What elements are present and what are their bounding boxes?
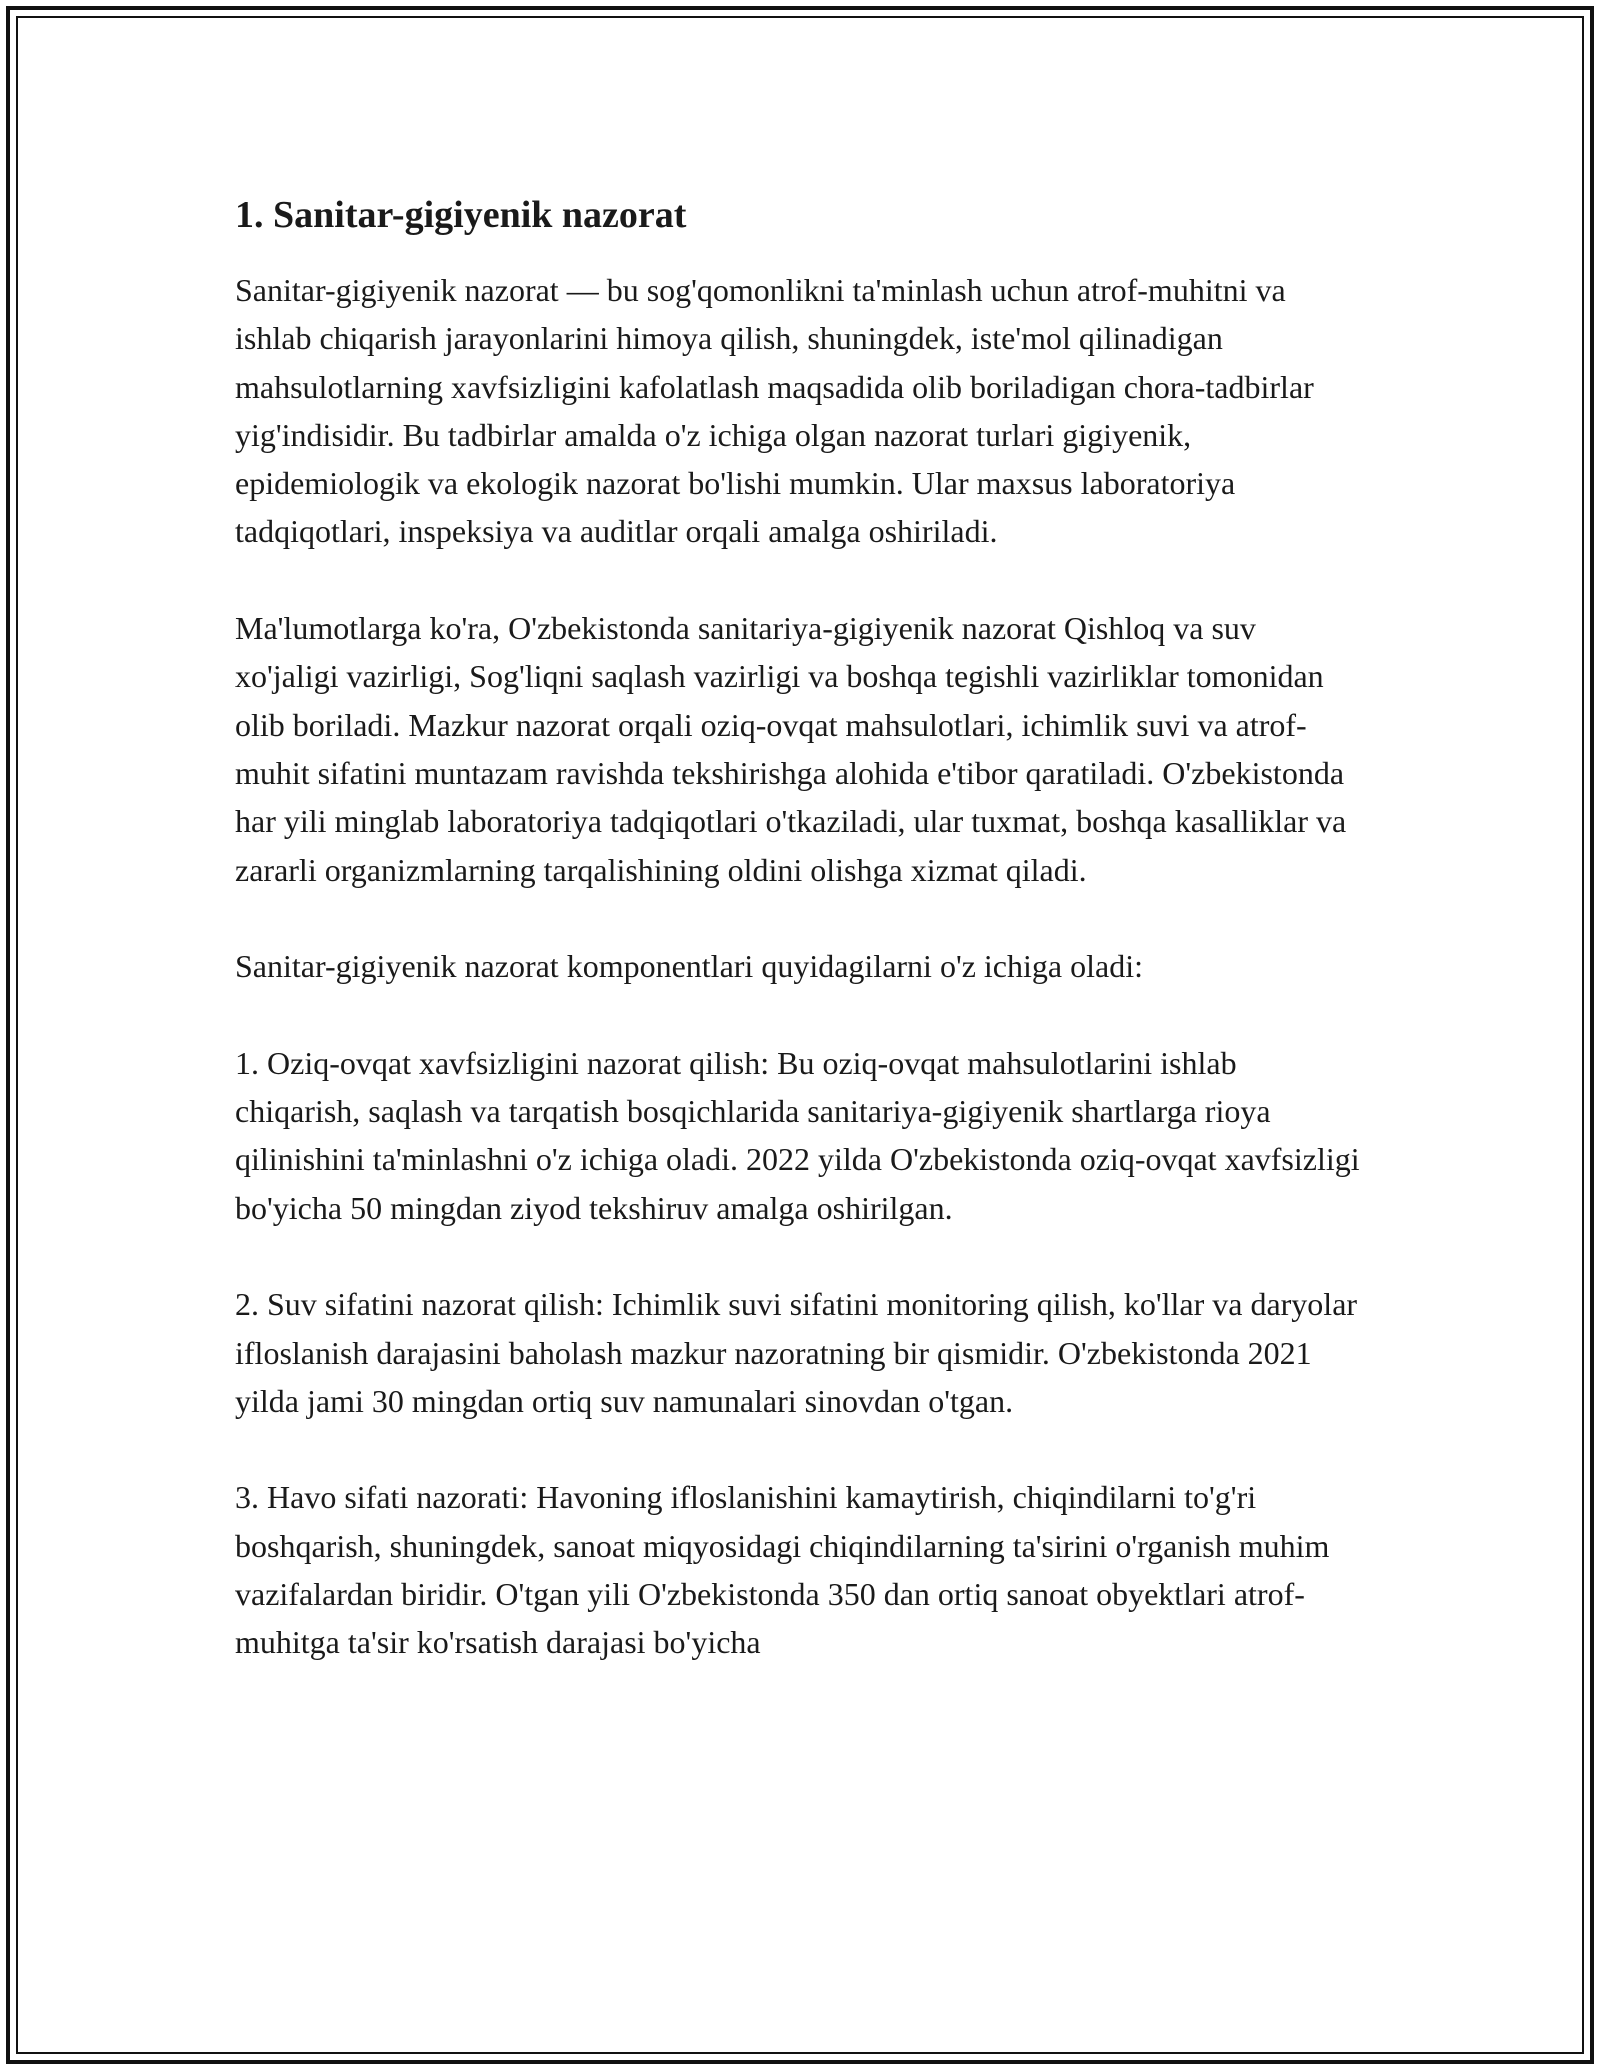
- paragraph-definition: Sanitar-gigiyenik nazorat — bu sog'qomonlikni ta'minlash uchun atrof-muhitni va ishlab chiqarish jarayonlarini himoya qilish, shuningdek, iste'mol qilinadigan mahsulotlarning xavfsizligini kafolatlash maqsadida olib boriladigan chora-tadbirlar yig'indisidir. Bu tadbirlar amalda o'z ichiga olgan nazorat turlari gigiyenik, epidemiologik va ekologik nazorat bo'lishi mumkin. Ular maxsus laboratoriya tadqiqotlari, inspeksiya va auditlar orqali amalga oshiriladi.: [235, 272, 1314, 550]
- paragraph-uzbekistan-context: Ma'lumotlarga ko'ra, O'zbekistonda sanitariya-gigiyenik nazorat Qishloq va suv xo'jaligi vazirligi, Sog'liqni saqlash vazirligi va boshqa tegishli vazirliklar tomonidan olib boriladi. Mazkur nazorat orqali oziq-ovqat mahsulotlari, ichimlik suvi va atrof-muhit sifatini muntazam ravishda tekshirishga alohida e'tibor qaratiladi. O'zbekistonda har yili minglab laboratoriya tadqiqotlari o'tkaziladi, ular tuxmat, boshqa kasalliklar va zararli organizmlarning tarqalishining oldini olishga xizmat qiladi.: [235, 610, 1347, 888]
- list-item-air-quality: 3. Havo sifati nazorati: Havoning ifloslanishini kamaytirish, chiqindilarni to'g'ri boshqarish, shuningdek, sanoat miqyosidagi chiqindilarning ta'sirini o'rganish muhim vazifalardan biridir. O'tgan yili O'zbekistonda 350 dan ortiq sanoat obyektlari atrof-muhitga ta'sir ko'rsatish darajasi bo'yicha: [235, 1479, 1330, 1661]
- document-body: [235, 190, 1365, 1715]
- list-item-food-safety: 1. Oziq-ovqat xavfsizligini nazorat qilish: Bu oziq-ovqat mahsulotlarini ishlab chiqarish, saqlash va tarqatish bosqichlarida sanitariya-gigiyenik shartlarga rioya qilinishini ta'minlashni o'z ichiga oladi. 2022 yilda O'zbekistonda oziq-ovqat xavfsizligi bo'yicha 50 mingdan ziyod tekshiruv amalga oshirilgan.: [235, 1044, 1360, 1226]
- list-item-water-quality: 2. Suv sifatini nazorat qilish: Ichimlik suvi sifatini monitoring qilish, ko'llar va daryolar ifloslanish darajasini baholash mazkur nazoratning bir qismidir. O'zbekistonda 2021 yilda jami 30 mingdan ortiq suv namunalari sinovdan o'tgan.: [235, 1286, 1358, 1419]
- paragraph-components-intro: Sanitar-gigiyenik nazorat komponentlari quyidagilarni o'z ichiga oladi:: [235, 948, 1143, 985]
- section-heading: 1. Sanitar-gigiyenik nazorat: [235, 194, 687, 236]
